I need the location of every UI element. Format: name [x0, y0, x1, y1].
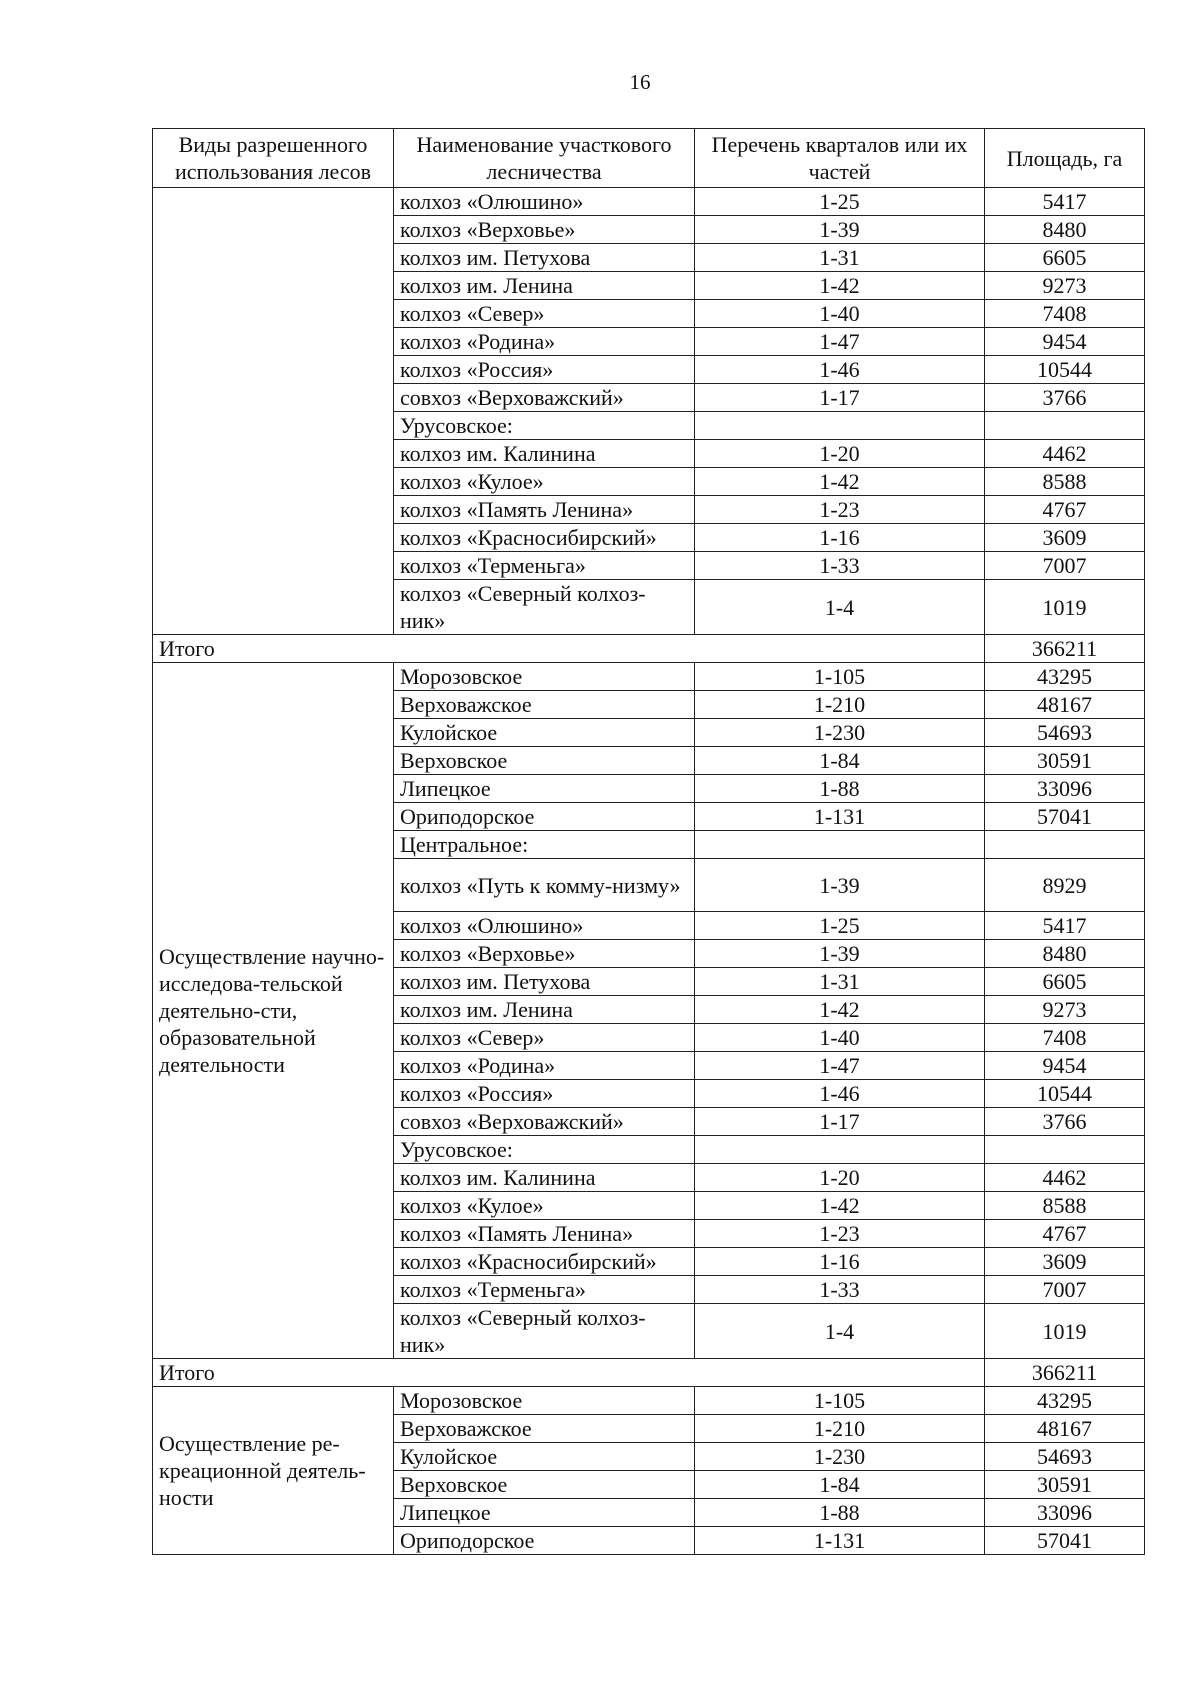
forestry-name-cell: Верховское	[394, 1471, 695, 1499]
forestry-name-cell: колхоз «Кулое»	[394, 468, 695, 496]
forestry-name-cell: колхоз «Верховье»	[394, 216, 695, 244]
area-cell: 8588	[985, 468, 1145, 496]
forestry-name-cell: колхоз им. Ленина	[394, 272, 695, 300]
area-cell: 5417	[985, 912, 1145, 940]
forestry-name-cell: колхоз им. Петухова	[394, 244, 695, 272]
quarters-cell: 1-25	[695, 188, 985, 216]
forestry-name-cell: Ориподорское	[394, 1527, 695, 1555]
area-cell: 4767	[985, 1220, 1145, 1248]
area-cell	[985, 831, 1145, 859]
area-cell: 8480	[985, 216, 1145, 244]
area-cell: 3609	[985, 524, 1145, 552]
forestry-name-cell: колхоз им. Петухова	[394, 968, 695, 996]
quarters-cell	[695, 1136, 985, 1164]
total-label-2: Итого	[153, 1359, 985, 1387]
header-forestry-name: Наименование участкового лесничества	[394, 129, 695, 188]
forestry-name-cell: совхоз «Верховажский»	[394, 384, 695, 412]
area-cell: 1019	[985, 1304, 1145, 1359]
quarters-cell: 1-42	[695, 272, 985, 300]
area-cell	[985, 1136, 1145, 1164]
quarters-cell: 1-42	[695, 1192, 985, 1220]
area-cell: 5417	[985, 188, 1145, 216]
quarters-cell: 1-42	[695, 468, 985, 496]
forestry-name-cell: Морозовское	[394, 663, 695, 691]
forestry-name-cell: колхоз «Красносибирский»	[394, 524, 695, 552]
quarters-cell	[695, 831, 985, 859]
table-row	[153, 1387, 1145, 1415]
area-cell: 30591	[985, 747, 1145, 775]
quarters-cell: 1-16	[695, 524, 985, 552]
page-number: 16	[629, 70, 651, 94]
quarters-cell: 1-84	[695, 1471, 985, 1499]
forestry-name-cell: колхоз «Верховье»	[394, 940, 695, 968]
forestry-name-cell: колхоз «Терменьга»	[394, 552, 695, 580]
table-body	[153, 188, 1145, 1555]
quarters-cell: 1-230	[695, 1443, 985, 1471]
forestry-name-cell: колхоз «Красносибирский»	[394, 1248, 695, 1276]
area-cell: 6605	[985, 244, 1145, 272]
forestry-name-cell: колхоз «Россия»	[394, 356, 695, 384]
forestry-name-cell: Верховажское	[394, 1415, 695, 1443]
forestry-name-cell: колхоз «Память Ленина»	[394, 1220, 695, 1248]
quarters-cell: 1-42	[695, 996, 985, 1024]
usage-type-cell-1	[153, 188, 394, 635]
quarters-cell: 1-39	[695, 859, 985, 912]
area-cell: 7408	[985, 300, 1145, 328]
forestry-name-cell: Урусовское:	[394, 412, 695, 440]
area-cell: 30591	[985, 1471, 1145, 1499]
forestry-name-cell: колхоз «Север»	[394, 1024, 695, 1052]
forestry-name-cell: Центральное:	[394, 831, 695, 859]
area-cell: 9454	[985, 1052, 1145, 1080]
area-cell: 3766	[985, 1108, 1145, 1136]
area-cell	[985, 412, 1145, 440]
quarters-cell: 1-4	[695, 580, 985, 635]
table-row	[153, 188, 1145, 216]
area-cell: 48167	[985, 1415, 1145, 1443]
quarters-cell: 1-39	[695, 216, 985, 244]
header-area-ha: Площадь, га	[985, 129, 1145, 188]
area-cell: 7007	[985, 1276, 1145, 1304]
area-cell: 33096	[985, 775, 1145, 803]
quarters-cell: 1-88	[695, 1499, 985, 1527]
quarters-cell: 1-23	[695, 496, 985, 524]
forestry-name-cell: колхоз «Россия»	[394, 1080, 695, 1108]
area-cell: 10544	[985, 356, 1145, 384]
quarters-cell	[695, 412, 985, 440]
total-row	[153, 635, 1145, 663]
area-cell: 8929	[985, 859, 1145, 912]
area-cell: 4462	[985, 440, 1145, 468]
area-cell: 10544	[985, 1080, 1145, 1108]
forestry-name-cell: Кулойское	[394, 719, 695, 747]
quarters-cell: 1-46	[695, 1080, 985, 1108]
forestry-name-cell: совхоз «Верховажский»	[394, 1108, 695, 1136]
forestry-name-cell: Урусовское:	[394, 1136, 695, 1164]
area-cell: 3609	[985, 1248, 1145, 1276]
header-usage-type: Виды разрешенного использования лесов	[153, 129, 394, 188]
area-cell: 9454	[985, 328, 1145, 356]
quarters-cell: 1-210	[695, 1415, 985, 1443]
forestry-name-cell: колхоз «Северный колхоз-ник»	[394, 1304, 695, 1359]
forestry-name-cell: Морозовское	[394, 1387, 695, 1415]
area-cell: 48167	[985, 691, 1145, 719]
quarters-cell: 1-230	[695, 719, 985, 747]
total-area-2: 366211	[985, 1359, 1145, 1387]
quarters-cell: 1-16	[695, 1248, 985, 1276]
usage-type-cell-2: Осуществление научно-исследова-тельской деятельно-сти, образовательной деятельности	[153, 663, 394, 1359]
quarters-cell: 1-4	[695, 1304, 985, 1359]
area-cell: 3766	[985, 384, 1145, 412]
quarters-cell: 1-33	[695, 552, 985, 580]
table-header-row	[153, 129, 1145, 188]
forestry-name-cell: Кулойское	[394, 1443, 695, 1471]
area-cell: 57041	[985, 803, 1145, 831]
forestry-name-cell: колхоз «Родина»	[394, 328, 695, 356]
area-cell: 9273	[985, 272, 1145, 300]
quarters-cell: 1-105	[695, 663, 985, 691]
quarters-cell: 1-25	[695, 912, 985, 940]
table-row	[153, 663, 1145, 691]
area-cell: 43295	[985, 663, 1145, 691]
quarters-cell: 1-88	[695, 775, 985, 803]
quarters-cell: 1-47	[695, 1052, 985, 1080]
forestry-name-cell: Ориподорское	[394, 803, 695, 831]
area-cell: 1019	[985, 580, 1145, 635]
quarters-cell: 1-84	[695, 747, 985, 775]
forestry-name-cell: колхоз «Север»	[394, 300, 695, 328]
area-cell: 8480	[985, 940, 1145, 968]
forestry-name-cell: колхоз «Родина»	[394, 1052, 695, 1080]
forestry-name-cell: колхоз «Олюшино»	[394, 188, 695, 216]
forestry-name-cell: колхоз им. Калинина	[394, 440, 695, 468]
total-area-1: 366211	[985, 635, 1145, 663]
quarters-cell: 1-20	[695, 440, 985, 468]
total-label-1: Итого	[153, 635, 985, 663]
quarters-cell: 1-39	[695, 940, 985, 968]
quarters-cell: 1-131	[695, 803, 985, 831]
quarters-cell: 1-23	[695, 1220, 985, 1248]
forestry-name-cell: колхоз «Олюшино»	[394, 912, 695, 940]
area-cell: 8588	[985, 1192, 1145, 1220]
forestry-name-cell: Липецкое	[394, 1499, 695, 1527]
area-cell: 43295	[985, 1387, 1145, 1415]
forestry-name-cell: колхоз «Путь к комму-низму»	[394, 859, 695, 912]
forestry-name-cell: колхоз им. Калинина	[394, 1164, 695, 1192]
usage-type-cell-3: Осуществление ре-креационной деятель-ности	[153, 1387, 394, 1555]
quarters-cell: 1-105	[695, 1387, 985, 1415]
forestry-name-cell: колхоз «Кулое»	[394, 1192, 695, 1220]
area-cell: 57041	[985, 1527, 1145, 1555]
area-cell: 54693	[985, 719, 1145, 747]
area-cell: 7408	[985, 1024, 1145, 1052]
forestry-name-cell: Верховажское	[394, 691, 695, 719]
quarters-cell: 1-40	[695, 300, 985, 328]
forestry-name-cell: Липецкое	[394, 775, 695, 803]
quarters-cell: 1-33	[695, 1276, 985, 1304]
quarters-cell: 1-31	[695, 968, 985, 996]
area-cell: 9273	[985, 996, 1145, 1024]
forestry-name-cell: колхоз «Северный колхоз-ник»	[394, 580, 695, 635]
quarters-cell: 1-17	[695, 384, 985, 412]
area-cell: 7007	[985, 552, 1145, 580]
forestry-name-cell: Верховское	[394, 747, 695, 775]
forestry-name-cell: колхоз им. Ленина	[394, 996, 695, 1024]
area-cell: 4767	[985, 496, 1145, 524]
header-quarters-list: Перечень кварталов или их частей	[695, 129, 985, 188]
quarters-cell: 1-46	[695, 356, 985, 384]
quarters-cell: 1-210	[695, 691, 985, 719]
area-cell: 54693	[985, 1443, 1145, 1471]
area-cell: 6605	[985, 968, 1145, 996]
quarters-cell: 1-20	[695, 1164, 985, 1192]
quarters-cell: 1-131	[695, 1527, 985, 1555]
quarters-cell: 1-40	[695, 1024, 985, 1052]
total-row	[153, 1359, 1145, 1387]
forestry-name-cell: колхоз «Терменьга»	[394, 1276, 695, 1304]
area-cell: 4462	[985, 1164, 1145, 1192]
forestry-name-cell: колхоз «Память Ленина»	[394, 496, 695, 524]
forest-use-table	[152, 128, 1145, 1555]
quarters-cell: 1-17	[695, 1108, 985, 1136]
area-cell: 33096	[985, 1499, 1145, 1527]
quarters-cell: 1-47	[695, 328, 985, 356]
quarters-cell: 1-31	[695, 244, 985, 272]
